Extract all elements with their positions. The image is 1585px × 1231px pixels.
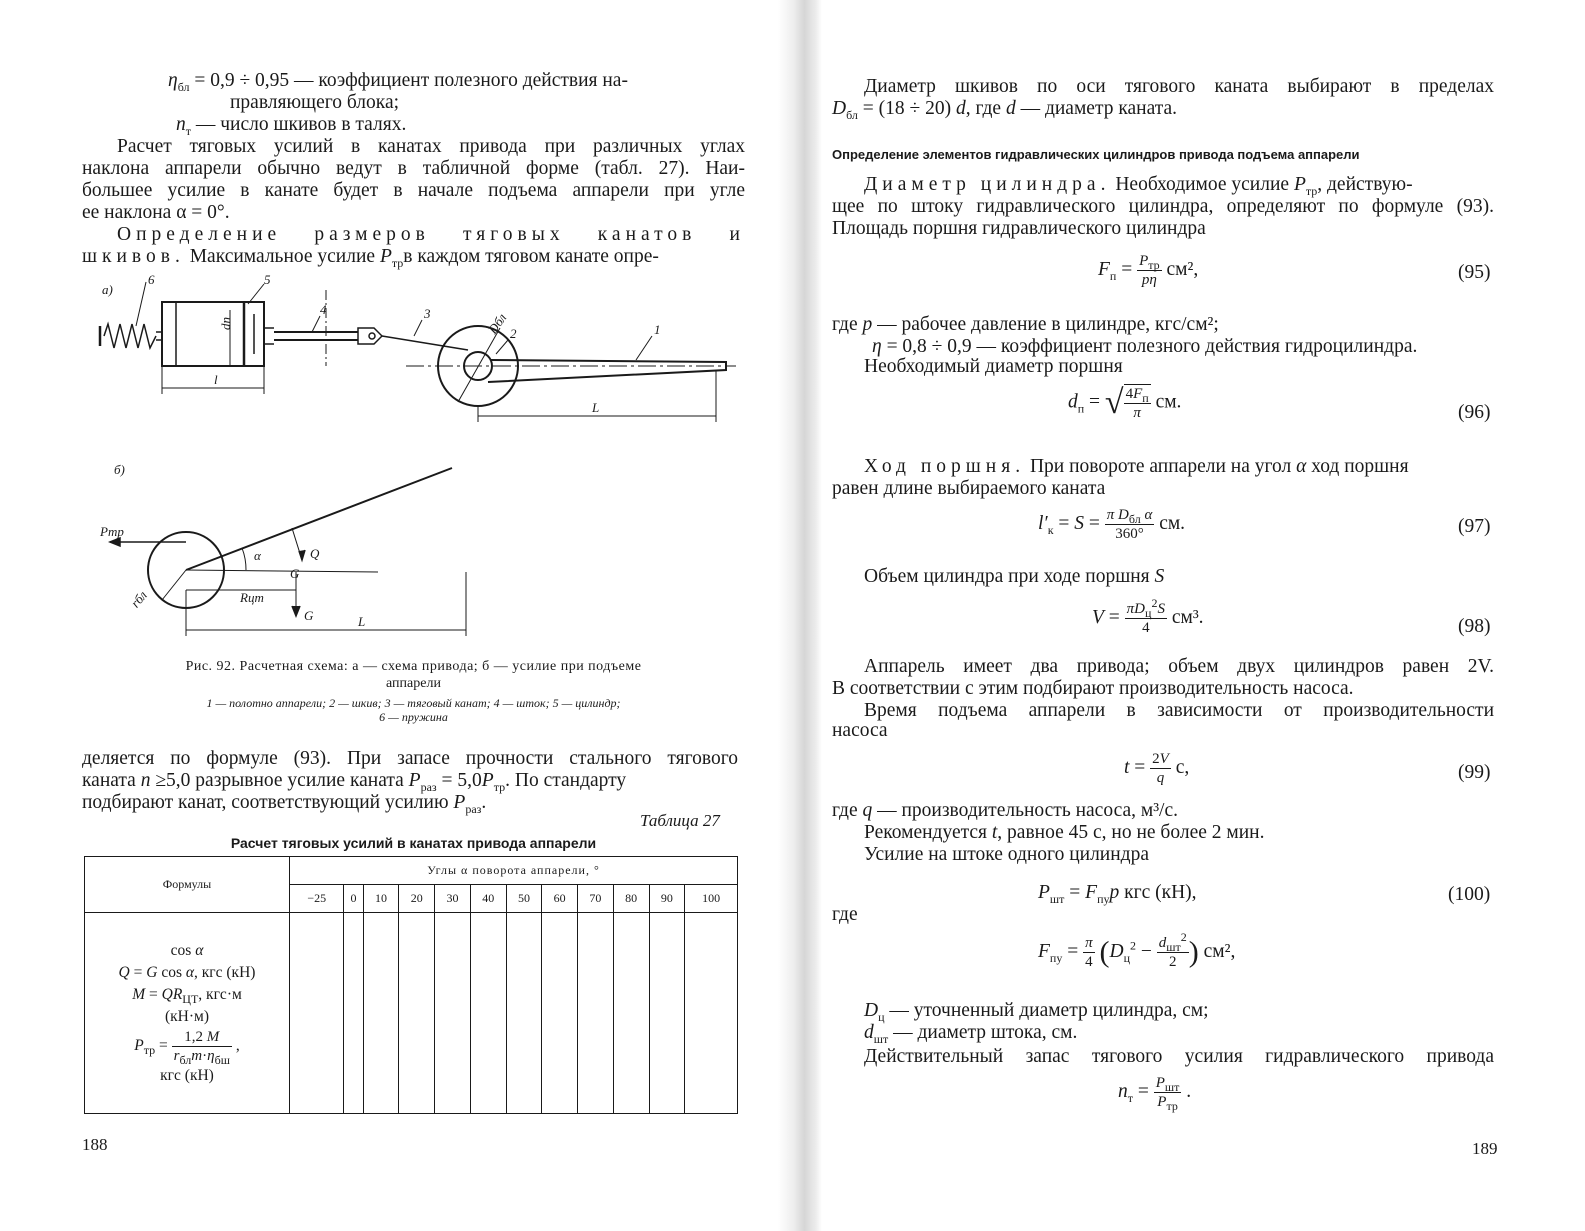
where-label: где <box>832 904 858 925</box>
eta-bl-line-cont: правляющего блока; <box>230 92 400 113</box>
angle-cell: −25 <box>290 885 344 913</box>
where-q: где q — производительность насоса, м³/с. <box>832 800 1179 821</box>
angle-cell: 60 <box>542 885 578 913</box>
formula-Ptr: $P_{тр}$ = $\frac{1,2 M}{r_{бл}m\cdot\eta_{бш}}$ , <box>134 1028 240 1067</box>
eq-100-number: (100) <box>1448 884 1491 905</box>
table-title: Расчет тяговых усилий в канатах привода аппарели <box>230 835 597 851</box>
figure-caption-cont: аппарели <box>386 676 441 691</box>
figure-legend: 1 — полотно аппарели; 2 — шкив; 3 — тяговый канат; 4 — шток; 5 — цилиндр; <box>206 696 621 710</box>
actual-reserve-line: Действительный запас тягового усилия гидравлического привода <box>864 1046 1494 1067</box>
angle-cell: 70 <box>578 885 614 913</box>
dc-line: $D_ц$ — уточненный диаметр цилиндра, см; <box>864 1000 1209 1024</box>
r-para3-line1: Ход поршня. При повороте аппарели на угол α ход поршня <box>864 456 1409 477</box>
figure-92a <box>96 270 756 430</box>
angle-cell: 50 <box>506 885 542 913</box>
formula-Ptr-fraction: $\frac{1,2 M}{r_{бл}m\cdot\eta_{бш}}$ <box>173 1028 230 1067</box>
fig-a-label-dn: dп <box>218 317 233 330</box>
formulas-cell <box>85 913 290 1114</box>
page-number-left: 188 <box>82 1135 108 1154</box>
figure-92b <box>96 460 476 640</box>
fig-b-label: б) <box>114 462 125 477</box>
need-diameter: Необходимый диаметр поршня <box>864 356 1123 377</box>
para2-spaced: шкивов. <box>82 246 185 267</box>
eq-95-number: (95) <box>1458 262 1491 283</box>
fig-b-label-G1: G <box>290 566 300 581</box>
eq-99-number: (99) <box>1458 762 1491 783</box>
r-para4-line2: В соответствии с этим подбирают производительность насоса. <box>832 678 1354 699</box>
r-para5-line2: насоса <box>832 720 888 741</box>
angle-cell: 90 <box>649 885 685 913</box>
fig-a-label: а) <box>102 282 113 297</box>
angle-cell: 40 <box>470 885 506 913</box>
recommend-line: Рекомендуется t, равное 45 с, но не более 2 мин. <box>864 822 1265 843</box>
section-heading: Определение элементов гидравлических цилиндров привода подъема аппарели <box>832 147 1360 162</box>
r-para2-spaced: Диаметр цилиндра. <box>864 174 1111 195</box>
table-label: Таблица 27 <box>640 811 720 830</box>
spring <box>104 324 156 348</box>
r-para2-line1: Диаметр цилиндра. Необходимое усилие $P_{тр}$, действую- <box>864 174 1413 198</box>
fig-a-label-L: L <box>592 400 600 415</box>
formulas-row <box>85 913 738 1114</box>
th-angles: Углы α поворота аппарели, ° <box>290 857 738 885</box>
para1-line3: большее усилие в канате будет в начале подъема аппарели при угле <box>82 180 745 201</box>
eq-99: t = $\frac{2V}{q}$ с, <box>1124 751 1190 786</box>
force-line: Усилие на штоке одного цилиндра <box>864 844 1149 865</box>
fig-b-label-rbl: rбл <box>127 587 150 611</box>
fig-b-label-Q: Q <box>310 546 320 561</box>
eq-97-number: (97) <box>1458 516 1491 537</box>
rod-end-fork <box>358 328 382 344</box>
fig-a-label-5: 5 <box>264 272 271 287</box>
para3-line3: подбирают канат, соответствующий усилию $P_{раз}$. <box>82 792 487 816</box>
angle-cell: 80 <box>613 885 649 913</box>
fig-a-label-6: 6 <box>148 272 155 287</box>
eq-97: $l'_к = S$ = $\frac{\pi D_{бл} \alpha}{360^\circ}$ см. <box>1038 507 1186 542</box>
fig-b-label-Rct: Rцт <box>240 590 264 605</box>
para3-line2: каната n ≥5,0 разрывное усилие каната $P_{раз} = 5,0P_{тр}$. По стандарту <box>82 770 627 794</box>
angle-cell: 10 <box>363 885 399 913</box>
eq-96: $d_п$ = √ $\frac{4F_п}{\pi}$ см. <box>1068 384 1182 421</box>
left-page <box>0 0 785 1231</box>
page-number-right: 189 <box>1472 1139 1498 1158</box>
para2-line1: Определение размеров тяговых канатов и <box>117 224 745 245</box>
r-para3-spaced: Ход поршня. <box>864 456 1026 477</box>
fig-b-label-alpha: α <box>254 548 261 563</box>
figure-caption: Рис. 92. Расчетная схема: а — схема привода; б — усилие при подъеме <box>185 659 642 674</box>
eq-fpu: $F_{пу}$ = $\frac{\pi}{4}$ ($D_ц^2$ − $\frac{d_{шт}^2}{2}$ ) см², <box>1038 930 1236 970</box>
eta-line: η = 0,8 ÷ 0,9 — коэффициент полезного действия гидроцилиндра. <box>872 336 1418 357</box>
formula-cos: cos α <box>170 941 204 959</box>
formula-Q: Q = G cos α, кгс (кН) <box>118 963 256 981</box>
fig-a-label-2: 2 <box>510 326 517 341</box>
para1-line1: Расчет тяговых усилий в канатах привода при различных углах <box>117 136 745 157</box>
formula-M-unit: (кН·м) <box>164 1007 210 1025</box>
fig-a-label-dbl: Dбл <box>484 310 510 337</box>
ramp-deck <box>488 360 726 382</box>
eq-96-number: (96) <box>1458 402 1491 423</box>
fig-b-label-L: L <box>358 614 366 629</box>
angle-cell: 0 <box>344 885 363 913</box>
eta-bl-line: $\eta_{бл} = 0,9 \div 0,95$ — коэффициент полезного действия на- <box>168 70 628 94</box>
where-p: где p — рабочее давление в цилиндре, кгс/см²; <box>832 314 1219 335</box>
angle-cell: 20 <box>399 885 435 913</box>
fig-b-label-G2: G <box>304 608 314 623</box>
para3-line1: деляется по формуле (93). При запасе прочности стального тягового <box>82 748 738 769</box>
formula-M: $M = QR_{ЦТ}$, кгс·м <box>132 985 242 1006</box>
fig-b-label-ptr: Pтр <box>100 524 124 539</box>
fig-a-label-4: 4 <box>320 302 327 317</box>
eq-95: $F_п$ = $\frac{P_{тр}}{p\eta}$ см², <box>1098 253 1199 288</box>
r-para2-line3: Площадь поршня гидравлического цилиндра <box>832 218 1206 239</box>
traction-rope <box>382 336 468 350</box>
figure-legend-cont: 6 — пружина <box>379 710 448 724</box>
fig-a-label-3: 3 <box>424 306 431 321</box>
dsht-line: $d_{шт}$ — диаметр штока, см. <box>864 1022 1078 1046</box>
r-para4-line1: Аппарель имеет два привода; объем двух цилиндров равен 2V. <box>864 656 1494 677</box>
eq-100: $P_{шт} = F_{пу}p$ кгс (кН), <box>1038 882 1197 906</box>
r-para5-line1: Время подъема аппарели в зависимости от производительности <box>864 700 1494 721</box>
right-page <box>808 0 1585 1231</box>
para1-line2: наклона аппарели обычно ведут в табличной форме (табл. 27). Наи- <box>82 158 745 179</box>
nt-line: $n_т$ — число шкивов в талях. <box>176 114 407 138</box>
eq-nt: $n_т$ = $\frac{P_{шт}}{P_{тр}}$ . <box>1118 1075 1192 1113</box>
angle-cell: 30 <box>435 885 471 913</box>
cylinder-body <box>162 302 264 366</box>
fig-a-label-1: 1 <box>654 322 661 337</box>
fig-a-label-l: l <box>214 372 218 387</box>
eq-98-number: (98) <box>1458 616 1491 637</box>
th-formulas: Формулы <box>85 857 290 913</box>
para2-line2: шкивов. Максимальное усилие $P_{тр}в$ каждом тяговом канате опре- <box>82 246 659 270</box>
r-para2-line2: щее по штоку гидравлического цилиндра, определяют по формуле (93). <box>832 196 1494 217</box>
volume-line: Объем цилиндра при ходе поршня S <box>864 566 1165 587</box>
r-para1-line2: $D_{бл} = (18 \div 20)$ d, где d — диаметр каната. <box>832 98 1178 122</box>
table-27 <box>84 856 738 1114</box>
r-para3-line2: равен длине выбираемого каната <box>832 478 1106 499</box>
para1-line4: ее наклона α = 0°. <box>82 202 230 223</box>
r-para1-line1: Диаметр шкивов по оси тягового каната выбирают в пределах <box>864 76 1494 97</box>
angle-cell: 100 <box>685 885 738 913</box>
eq-98: V = $\frac{\pi D_ц^2S}{4}$ см³. <box>1092 596 1204 636</box>
formula-Ptr-unit: кгс (кН) <box>160 1066 214 1084</box>
